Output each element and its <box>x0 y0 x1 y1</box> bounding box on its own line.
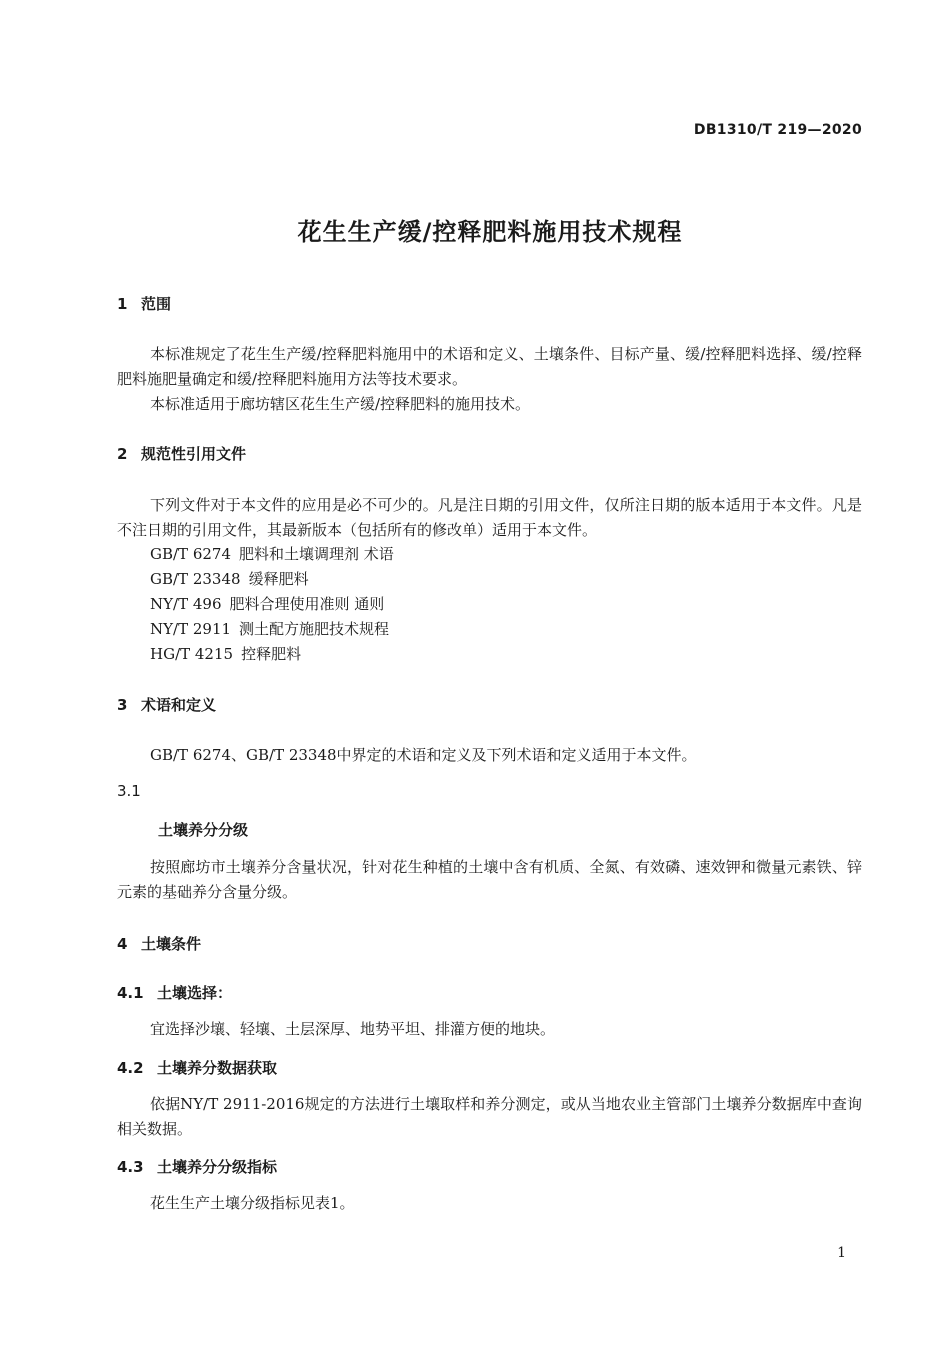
reference-code: GB/T 6274 <box>150 545 232 563</box>
subsection-4-3-text: 花生生产土壤分级指标见表1。 <box>150 1194 355 1212</box>
subsection-4-1-heading <box>117 982 232 1003</box>
section-title: 术语和定义 <box>141 696 217 714</box>
reference-title: 肥料合理使用准则 通则 <box>229 595 385 613</box>
reference-item <box>150 643 301 664</box>
subsection-number: 4.2 <box>117 1059 144 1077</box>
subsection-4-2-heading <box>117 1057 277 1078</box>
section-title: 规范性引用文件 <box>141 445 247 463</box>
section-1-paragraph-2: 本标准适用于廊坊辖区花生生产缓/控释肥料的施用技术。 <box>150 395 531 413</box>
section-number: 1 <box>117 295 128 313</box>
reference-item <box>150 568 309 589</box>
section-number: 2 <box>117 445 128 463</box>
section-3-heading <box>117 694 216 715</box>
subsection-3-1-number: 3.1 <box>117 782 141 800</box>
term-definition: 按照廊坊市土壤养分含量状况，针对花生种植的土壤中含有机质、全氮、有效磷、速效钾和微量元素铁、锌元素的基础养分含量分级。 <box>117 858 862 901</box>
reference-title: 缓释肥料 <box>248 570 309 588</box>
section-2-heading <box>117 443 246 464</box>
section-title: 土壤条件 <box>141 935 202 953</box>
reference-title: 控释肥料 <box>241 645 302 663</box>
reference-item <box>150 618 389 639</box>
section-4-heading <box>117 933 201 954</box>
reference-title: 肥料和土壤调理剂 术语 <box>239 545 394 563</box>
reference-code: NY/T 2911 <box>150 620 232 638</box>
section-number: 3 <box>117 696 128 714</box>
subsection-title: 土壤养分数据获取 <box>157 1059 278 1077</box>
section-title: 范围 <box>141 295 172 313</box>
standard-number: DB1310/T 219—2020 <box>693 122 862 138</box>
subsection-number: 4.3 <box>117 1158 144 1176</box>
section-2-paragraph-1: 下列文件对于本文件的应用是必不可少的。凡是注日期的引用文件，仅所注日期的版本适用于本文件。凡是不注日期的引用文件，其最新版本（包括所有的修改单）适用于本文件。 <box>117 496 862 539</box>
subsection-4-2-text: 依据NY/T 2911-2016规定的方法进行土壤取样和养分测定，或从当地农业主管部门土壤养分数据库中查询相关数据。 <box>117 1095 862 1138</box>
reference-item <box>150 593 384 614</box>
section-3-paragraph-1: GB/T 6274、GB/T 23348中界定的术语和定义及下列术语和定义适用于本文件。 <box>150 746 697 764</box>
reference-title: 测土配方施肥技术规程 <box>239 620 390 638</box>
page-number: 1 <box>837 1245 846 1261</box>
section-number: 4 <box>117 935 128 953</box>
document-title: 花生生产缓/控释肥料施用技术规程 <box>297 218 683 246</box>
reference-code: HG/T 4215 <box>150 645 234 663</box>
reference-item <box>150 543 394 564</box>
reference-code: GB/T 23348 <box>150 570 241 588</box>
section-1-heading <box>117 293 171 314</box>
reference-code: NY/T 496 <box>150 595 222 613</box>
subsection-title: 土壤养分分级指标 <box>157 1158 278 1176</box>
subsection-number: 4.1 <box>117 984 144 1002</box>
term-heading: 土壤养分分级 <box>158 821 249 839</box>
subsection-title: 土壤选择： <box>157 984 233 1002</box>
subsection-4-3-heading <box>117 1156 277 1177</box>
section-1-paragraph-1: 本标准规定了花生生产缓/控释肥料施用中的术语和定义、土壤条件、目标产量、缓/控释肥料选择、缓/控释肥料施肥量确定和缓/控释肥料施用方法等技术要求。 <box>117 345 862 388</box>
subsection-4-1-text: 宜选择沙壤、轻壤、土层深厚、地势平坦、排灌方便的地块。 <box>150 1020 556 1038</box>
